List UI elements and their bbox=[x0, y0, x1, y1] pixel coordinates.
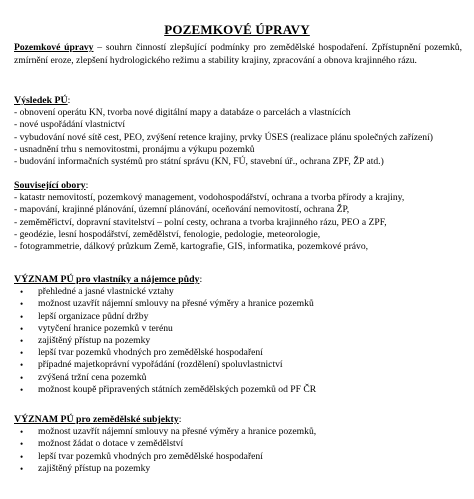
list-item: • možnost žádat o dotace v zemědělství bbox=[14, 438, 466, 450]
section-heading bbox=[14, 95, 466, 107]
section-heading bbox=[14, 414, 466, 426]
list-item: - geodézie, lesní hospodářství, zemědělství, fenologie, pedologie, meteorologie, bbox=[14, 228, 321, 240]
list-item: • možnost uzavřít nájemní smlouvy na přesné výměry a hranice pozemků bbox=[14, 298, 466, 310]
list-item: • přehledné a jasné vlastnické vztahy bbox=[14, 286, 466, 298]
vyznam-vlastnici-list bbox=[14, 286, 466, 396]
list-item: - fotogrammetrie, dálkový průzkum Země, kartografie, GIS, informatika, pozemkové právo, bbox=[14, 241, 369, 253]
list-item: - vybudování nové sítě cest, PEO, zvýšení retence krajiny, prvky ÚSES (realizace plánu společných zařízení) bbox=[14, 131, 433, 143]
list-item: • možnost uzavřít nájemní smlouvy na přesné výměry a hranice pozemků, bbox=[14, 426, 466, 438]
list-item: - usnadnění trhu s nemovitostmi, pronájmu a výkupu pozemků bbox=[14, 143, 255, 155]
list-item: • lepší tvar pozemků vhodných pro zemědělské hospodaření bbox=[14, 347, 466, 359]
list-item: • zajištěný přístup na pozemky bbox=[14, 463, 466, 475]
list-item: - katastr nemovitostí, pozemkový management, vodohospodářství, ochrana a tvorba přírody a krajiny, bbox=[14, 192, 405, 204]
section-vyznam-vlastnici bbox=[14, 274, 466, 396]
list-item: - budování informačních systémů pro státní správu (KN, FÚ, stavební úř., ochrana ZPF, ŽP atd.) bbox=[14, 156, 384, 168]
list-item: - mapování, krajinné plánování, územní plánování, oceňování nemovitostí, ochrana ŽP, bbox=[14, 204, 350, 216]
list-item: - obnovení operátu KN, tvorba nové digitální mapy a databáze o parcelách a vlastnících bbox=[14, 107, 351, 119]
section-heading-text: VÝZNAM PÚ pro zemědělské subjekty bbox=[14, 414, 179, 425]
vyznam-subjekty-list bbox=[14, 426, 466, 475]
section-heading bbox=[14, 274, 466, 286]
list-item: • lepší tvar pozemků vhodných pro zemědělské hospodaření bbox=[14, 451, 466, 463]
section-heading-suffix: : bbox=[85, 180, 89, 191]
section-souvisejici bbox=[14, 180, 466, 253]
list-item: • možnost koupě připravených státních zemědělských pozemků od PF ČR bbox=[14, 384, 466, 396]
section-heading-suffix: : bbox=[199, 274, 203, 285]
section-heading-text: Výsledek PÚ bbox=[14, 95, 68, 106]
intro-text: – souhrn činností zlepšující podmínky pro zemědělské hospodaření. Zpřístupnění pozemků, zmírnění eroze, zlepšení hydrologického režimu a stability krajiny, zpracování a obnova krajinného rázu. bbox=[14, 42, 462, 66]
list-item: • vytyčení hranice pozemků v terénu bbox=[14, 323, 466, 335]
list-item: • zvýšená tržní cena pozemků bbox=[14, 372, 466, 384]
list-item: • zajištěný přístup na pozemky bbox=[14, 335, 466, 347]
section-heading bbox=[14, 180, 466, 192]
section-heading-text: Související obory bbox=[14, 180, 86, 191]
section-vysledek bbox=[14, 95, 466, 168]
list-item: • lepší organizace půdní držby bbox=[14, 311, 466, 323]
intro-term: Pozemkové úpravy bbox=[14, 42, 94, 53]
list-item: • případné majetkoprávní vypořádání (rozdělení) spoluvlastnictví bbox=[14, 359, 466, 371]
list-item: - nové uspořádání vlastnictví bbox=[14, 119, 126, 131]
section-heading-suffix: : bbox=[178, 414, 182, 425]
intro-paragraph bbox=[14, 42, 462, 67]
section-vyznam-subjekty bbox=[14, 414, 466, 475]
vysledek-list bbox=[14, 107, 466, 168]
souvisejici-list bbox=[14, 192, 466, 253]
page-title: POZEMKOVÉ ÚPRAVY bbox=[164, 22, 310, 37]
section-heading-text: VÝZNAM PÚ pro vlastníky a nájemce půdy bbox=[14, 274, 200, 285]
section-heading-suffix: : bbox=[67, 95, 71, 106]
list-item: - zeměměřictví, dopravní stavitelství – polní cesty, ochrana a tvorba krajinného rázu, PEO a ZPF, bbox=[14, 216, 387, 228]
